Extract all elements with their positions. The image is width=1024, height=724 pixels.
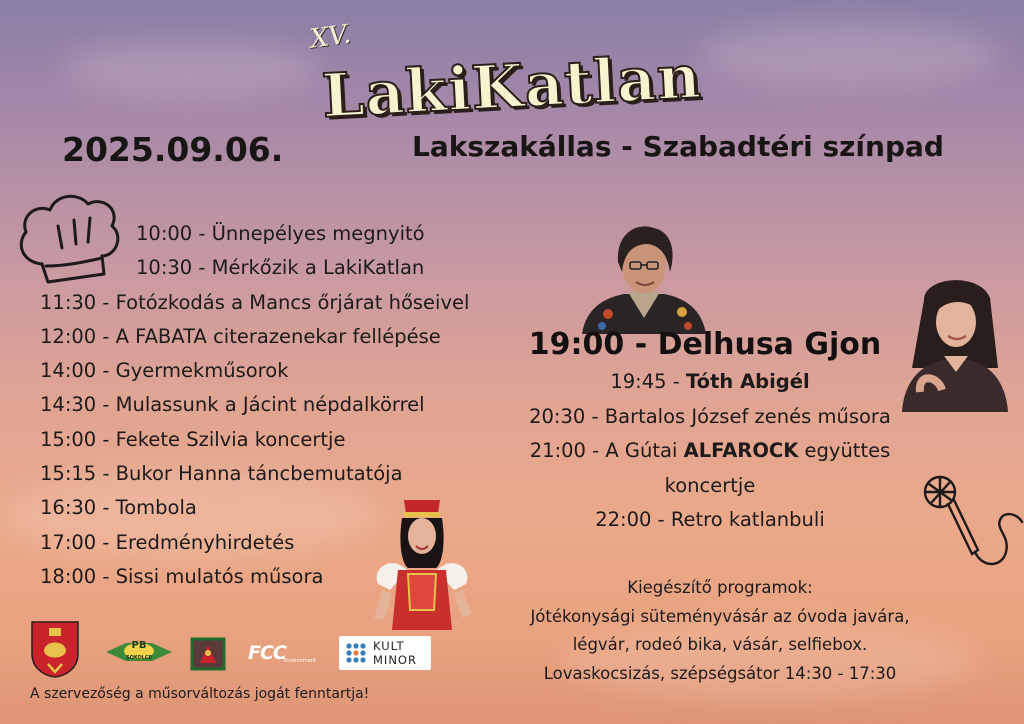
extra-programs-heading: Kiegészítő programok: <box>627 578 813 597</box>
event-venue: Lakszakállas - Szabadtéri színpad <box>412 130 944 163</box>
pb-logo-subtext: SOKOLCE <box>125 655 153 661</box>
schedule-item-continued: koncertje <box>664 473 756 497</box>
extra-programs <box>500 574 940 688</box>
footer-disclaimer: A szervezőség a műsorváltozás jogát fenntartja! <box>30 686 370 702</box>
band-name: ALFAROCK <box>683 439 799 462</box>
extra-programs-line: Lovaskocsizás, szépségsátor 14:30 - 17:30 <box>543 663 897 683</box>
pb-sokolce-logo <box>104 637 174 667</box>
minor-text: MINOR <box>373 653 417 667</box>
schedule-item: 15:00 - Fekete Szilvia koncertje <box>40 427 346 451</box>
schedule-item: 14:00 - Gyermekműsorok <box>40 359 289 383</box>
schedule-item <box>480 434 940 469</box>
schedule-right <box>480 325 940 538</box>
schedule-item <box>480 365 940 400</box>
event-title: LakiKatlan <box>320 42 704 132</box>
microphone-icon <box>920 470 1024 576</box>
performer-photo-sissi <box>368 494 476 630</box>
cloud <box>700 20 1000 90</box>
schedule-time: 19:45 - <box>610 370 686 393</box>
schedule-item: 16:30 - Tombola <box>40 496 197 520</box>
schedule-text: együttes <box>798 439 891 462</box>
extra-programs-line: légvár, rodeó bika, vásár, selfiebox. <box>572 635 868 654</box>
schedule-item: 11:30 - Fotózkodás a Mancs őrjárat hőseivel <box>40 290 470 314</box>
schedule-item: 15:15 - Bukor Hanna táncbemutatója <box>40 462 403 486</box>
pb-logo-text: PB <box>131 640 147 651</box>
performer-photo-delhusa <box>578 222 710 334</box>
fcc-logo-subtext: Environment <box>284 658 316 664</box>
schedule-item: 10:30 - Mérkőzik a LakiKatlan <box>136 256 425 280</box>
cloud <box>60 40 320 100</box>
kult-minor-logo <box>339 636 431 670</box>
headliner: 19:00 - Delhusa Gjon <box>528 327 882 362</box>
fcc-logo-text: FCC <box>248 642 286 664</box>
schedule-item: 20:30 - Bartalos József zenés műsora <box>529 404 891 428</box>
fire-brigade-logo <box>190 635 226 671</box>
event-date: 2025.09.06. <box>62 130 284 169</box>
kult-minor-dots-icon <box>345 642 367 664</box>
schedule-item: 10:00 - Ünnepélyes megnyitó <box>136 222 425 245</box>
schedule-item: 12:00 - A FABATA citerazenekar fellépése <box>40 324 441 348</box>
fcc-environment-logo <box>248 640 328 670</box>
performer-name: Tóth Abigél <box>685 370 810 393</box>
schedule-item: 18:00 - Sissi mulatós műsora <box>40 564 324 588</box>
schedule-item: 14:30 - Mulassunk a Jácint népdalkörrel <box>40 393 425 417</box>
schedule-text: 21:00 - A Gútai <box>529 439 684 462</box>
edition-number: XV. <box>308 19 353 55</box>
coat-of-arms-logo <box>30 620 80 678</box>
extra-programs-line: Jótékonysági süteményvásár az óvoda javára, <box>530 606 910 626</box>
schedule-item: 17:00 - Eredményhirdetés <box>40 530 295 554</box>
schedule-item: 22:00 - Retro katlanbuli <box>595 508 825 531</box>
kult-text: KULT <box>373 639 405 653</box>
